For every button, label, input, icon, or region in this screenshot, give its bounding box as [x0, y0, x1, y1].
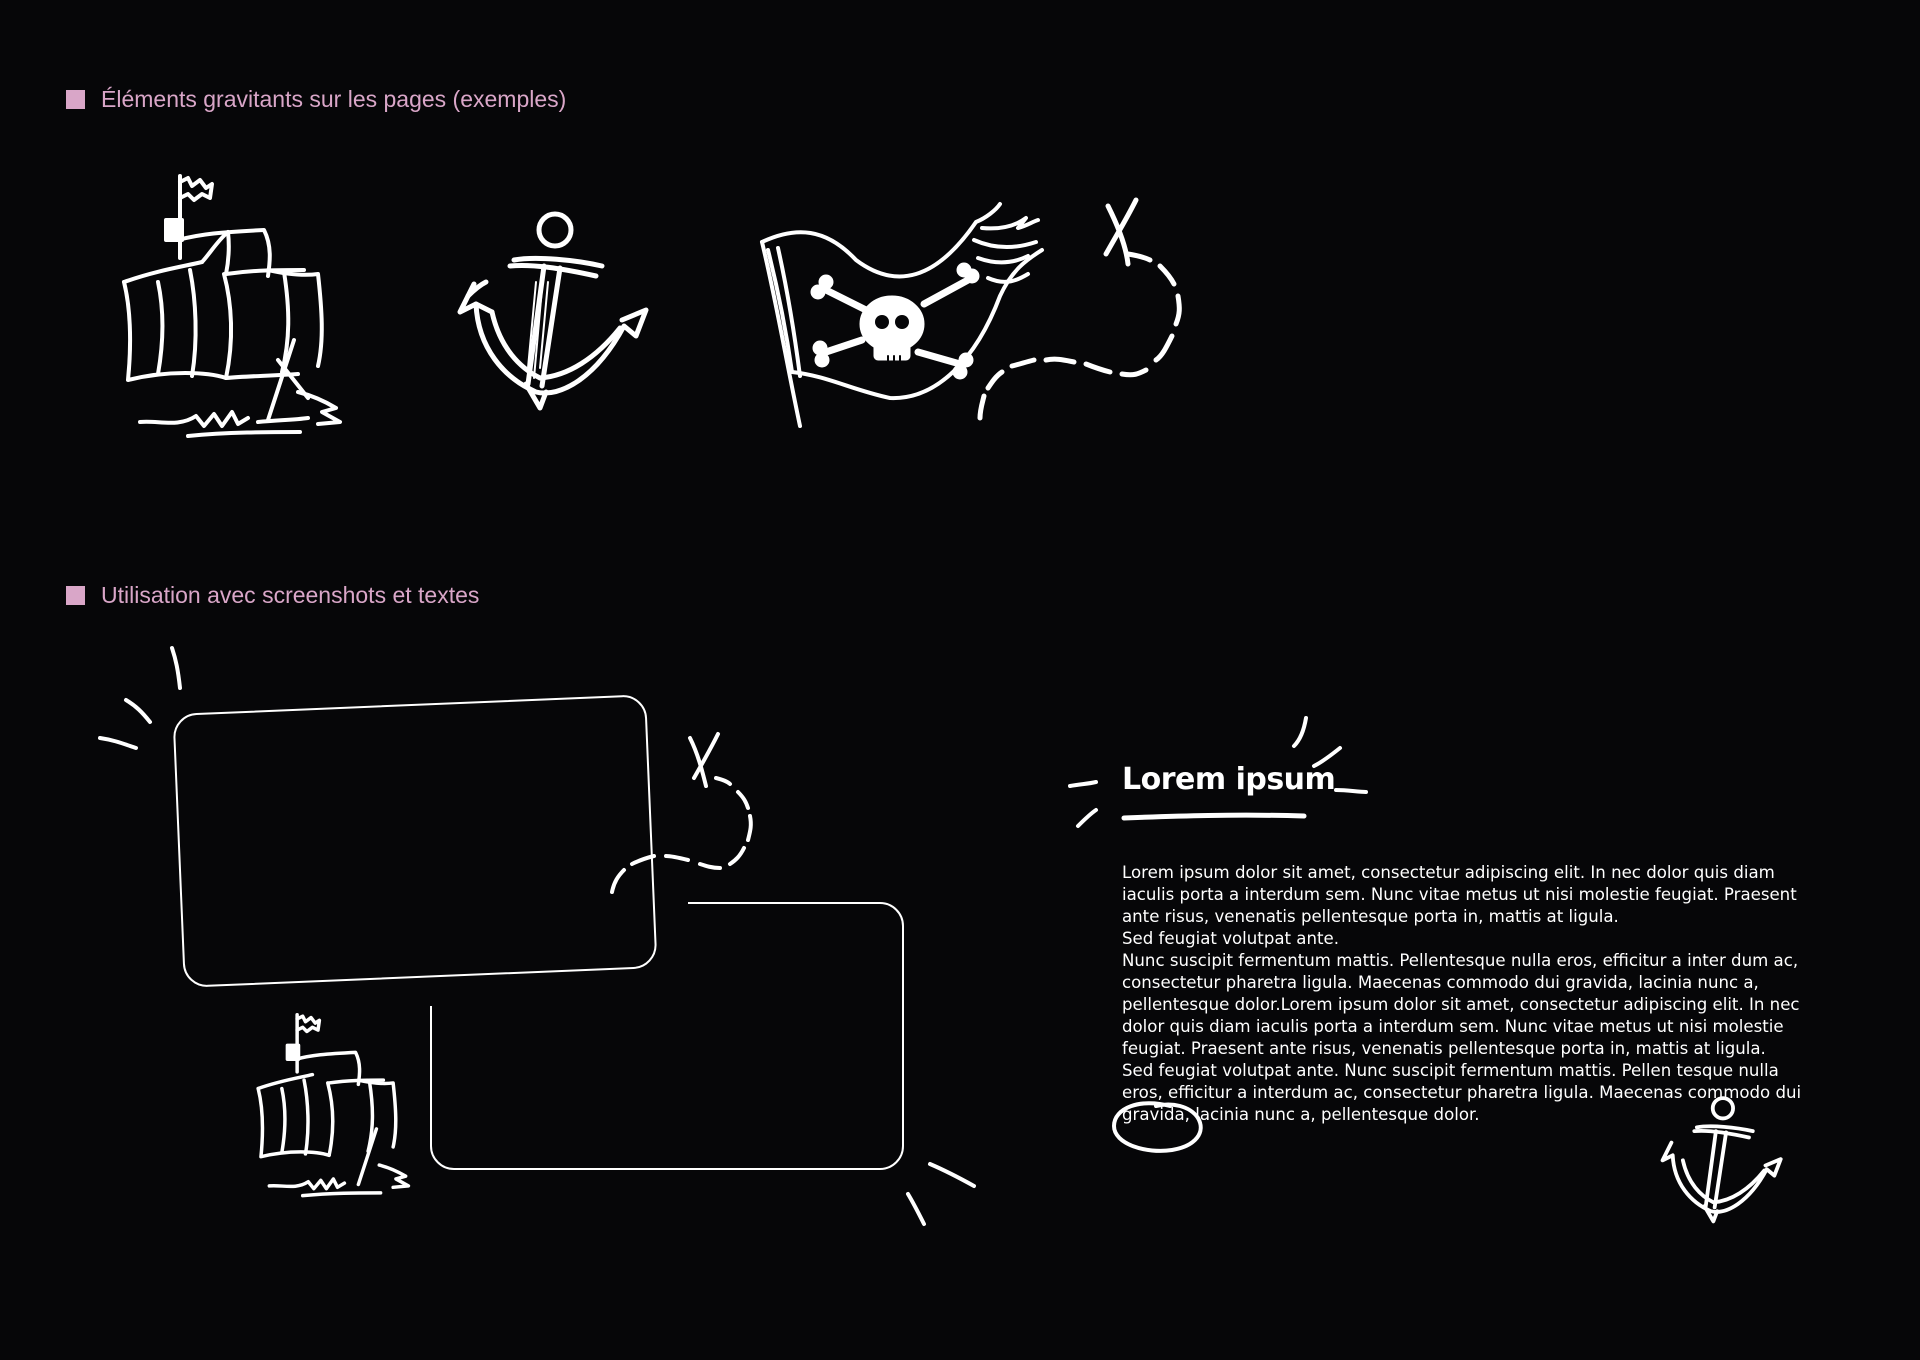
text-block-title: Lorem ipsum [1122, 762, 1336, 797]
screenshot-frame-primary [172, 694, 657, 988]
anchor-icon [456, 208, 648, 418]
anchor-icon [1660, 1094, 1782, 1228]
emphasis-strokes-icon [96, 640, 216, 760]
treasure-map-path-icon [1092, 196, 1342, 436]
text-block-body [1122, 862, 1802, 1126]
section-title: Utilisation avec screenshots et textes [101, 582, 480, 608]
section-bullet [66, 90, 85, 109]
text-paragraph: Sed feugiat volutpat ante. [1122, 929, 1339, 948]
treasure-map-path-icon [686, 730, 786, 910]
emphasis-strokes-icon [900, 1160, 980, 1230]
section-title: Éléments gravitants sur les pages (exemples) [101, 86, 567, 112]
text-paragraph: Lorem ipsum dolor sit amet, consectetur adipiscing elit. In nec dolor quis diam iaculis porta a interdum sem. Nunc vitae metus ut nisi molestie feugiat. Praesent ante risus, venenatis pellentesque porta in, mattis at ligula. [1122, 863, 1797, 926]
pirate-ship-icon [254, 1010, 414, 1206]
section-header-examples [66, 86, 566, 113]
section-header-usage [66, 582, 479, 609]
jolly-roger-flag-icon [756, 200, 1056, 432]
section-bullet [66, 586, 85, 605]
pirate-ship-icon [118, 170, 348, 450]
text-paragraph: Nunc suscipit fermentum mattis. Pellentesque nulla eros, efficitur a inter dum ac, consectetur pharetra ligula. Maecenas commodo dui gravida, lacinia nunc a, pellentesque dolor.Lorem ipsum dolor sit amet, consectetur adipiscing elit. In nec dolor quis diam iaculis porta a interdum sem. Nunc vitae metus ut nisi molestie feugiat. Praesent ante risus, venenatis pellentesque porta in, mattis at ligula. Sed feugiat volutpat ante. Nunc suscipit fermentum mattis. Pellen tesque nulla eros, efficitur a interdum ac, consectetur pharetra ligula. Maecenas commodo dui gravida, lacinia nunc a, pellentesque dolor. [1122, 951, 1802, 1124]
circle-highlight-icon [1110, 1098, 1210, 1162]
